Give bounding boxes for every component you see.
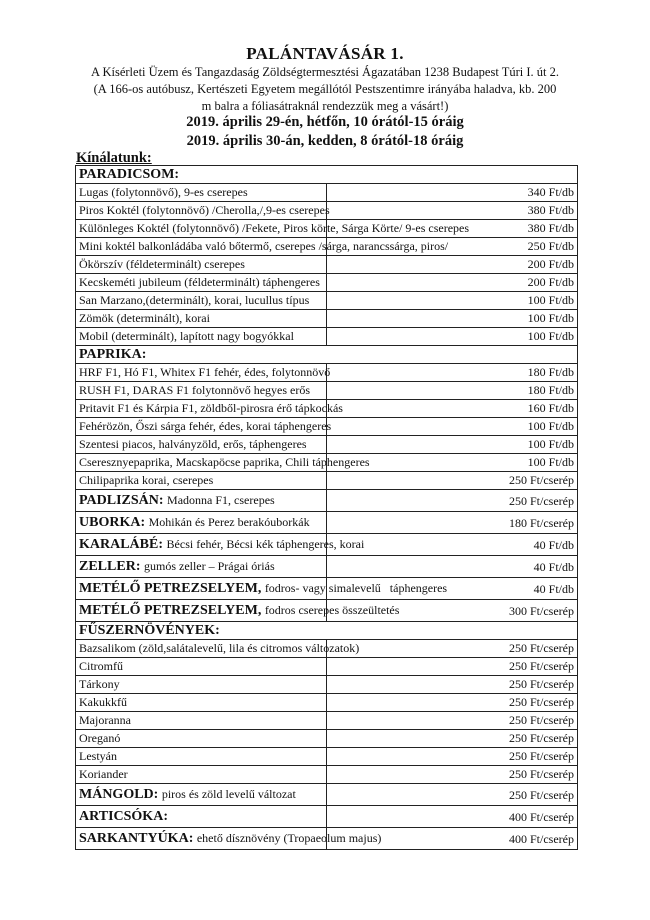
item-category: SARKANTYÚKA xyxy=(79,831,189,846)
offer-label: Kínálatunk: xyxy=(76,150,152,166)
item-price: 100 Ft/db xyxy=(327,418,578,436)
item-name: Mobil (determinált), lapított nagy bogyókkal xyxy=(76,328,327,346)
item-description: piros és zöld levelű változat xyxy=(161,787,296,801)
item-name: Piros Koktél (folytonnövő) /Cherolla,/,9-es cserepes xyxy=(76,202,327,220)
item-price: 340 Ft/db xyxy=(327,184,578,202)
item-separator: : xyxy=(140,515,149,530)
table-row xyxy=(76,534,578,556)
item-category: KARALÁBÉ xyxy=(79,537,159,552)
table-row xyxy=(76,600,578,622)
item-price: 250 Ft/cserép xyxy=(327,694,578,712)
item-price: 40 Ft/db xyxy=(327,556,578,578)
table-row xyxy=(76,400,578,418)
section-heading-row xyxy=(76,622,578,640)
item-category: METÉLŐ PETREZSELYEM xyxy=(79,603,258,618)
item-price: 100 Ft/db xyxy=(327,310,578,328)
item-category: PADLIZSÁN xyxy=(79,493,159,508)
table-row xyxy=(76,766,578,784)
item-description: fodros- vagy simalevelű táphengeres xyxy=(264,581,448,595)
price-list-table xyxy=(75,165,578,850)
table-row xyxy=(76,364,578,382)
section-heading-row xyxy=(76,166,578,184)
item-name xyxy=(76,512,327,534)
table-row xyxy=(76,730,578,748)
item-price: 250 Ft/cserép xyxy=(327,490,578,512)
item-name: Tárkony xyxy=(76,676,327,694)
item-name xyxy=(76,556,327,578)
section-heading: PAPRIKA: xyxy=(76,346,578,364)
table-row xyxy=(76,828,578,850)
item-price: 400 Ft/cserép xyxy=(327,828,578,850)
table-row xyxy=(76,184,578,202)
item-separator: : xyxy=(188,831,197,846)
item-name xyxy=(76,534,365,556)
table-row xyxy=(76,436,578,454)
item-name: Lugas (folytonnövő), 9-es cserepes xyxy=(76,184,327,202)
section-heading: FŰSZERNÖVÉNYEK: xyxy=(76,622,578,640)
item-separator: , xyxy=(257,581,265,596)
item-name: Cseresznyepaprika, Macskapöcse paprika, Chili táphengeres xyxy=(76,454,327,472)
item-name: HRF F1, Hó F1, Whitex F1 fehér, édes, folytonnövő xyxy=(76,364,327,382)
table-row xyxy=(76,220,578,238)
item-price: 250 Ft/cserép xyxy=(327,676,578,694)
table-row xyxy=(76,382,578,400)
item-separator: , xyxy=(257,603,265,618)
item-price: 250 Ft/cserép xyxy=(327,640,578,658)
item-category: METÉLŐ PETREZSELYEM xyxy=(79,581,258,596)
item-price: 40 Ft/db xyxy=(327,578,578,600)
item-price: 250 Ft/cserép xyxy=(327,472,578,490)
table-row xyxy=(76,512,578,534)
date-line: 2019. április 30-án, kedden, 8 órától-18 óráig xyxy=(186,133,464,149)
item-price: 40 Ft/db xyxy=(327,534,578,556)
table-row xyxy=(76,712,578,730)
item-price: 250 Ft/cserép xyxy=(327,766,578,784)
item-name: Kakukkfű xyxy=(76,694,327,712)
dates-block xyxy=(0,113,650,151)
item-price: 380 Ft/db xyxy=(327,220,578,238)
item-name xyxy=(76,806,327,828)
item-price: 200 Ft/db xyxy=(327,274,578,292)
page-title: PALÁNTAVÁSÁR 1. xyxy=(246,44,404,63)
item-name: Pritavit F1 és Kárpia F1, zöldből-pirosra érő tápkockás xyxy=(76,400,327,418)
item-price: 250 Ft/cserép xyxy=(327,712,578,730)
item-price: 400 Ft/cserép xyxy=(327,806,578,828)
item-price: 300 Ft/cserép xyxy=(327,600,578,622)
item-name: Zömök (determinált), korai xyxy=(76,310,327,328)
table-row xyxy=(76,274,578,292)
item-price: 250 Ft/cserép xyxy=(327,658,578,676)
table-row xyxy=(76,658,578,676)
item-price: 180 Ft/db xyxy=(327,364,578,382)
table-row xyxy=(76,640,578,658)
table-row xyxy=(76,202,578,220)
item-price: 160 Ft/db xyxy=(327,400,578,418)
item-name: Mini koktél balkonládába való bőtermő, cserepes /sárga, narancssárga, piros/ xyxy=(76,238,327,256)
item-name: Lestyán xyxy=(76,748,327,766)
item-name: Fehérözön, Őszi sárga fehér, édes, korai táphengeres xyxy=(76,418,327,436)
item-price: 100 Ft/db xyxy=(327,328,578,346)
table-row xyxy=(76,292,578,310)
item-name xyxy=(76,490,327,512)
table-row xyxy=(76,256,578,274)
item-name: Különleges Koktél (folytonnövő) /Fekete, Piros körte, Sárga Körte/ 9-es cserepes xyxy=(76,220,327,238)
item-separator: : xyxy=(158,493,168,508)
item-name: San Marzano,(determinált), korai, lucullus típus xyxy=(76,292,327,310)
item-description: gumós zeller – Prágai óriás xyxy=(143,559,275,573)
item-name: Bazsalikom (zöld,salátalevelű, lila és citromos változatok) xyxy=(76,640,327,658)
item-name: Szentesi piacos, halványzöld, erős, táphengeres xyxy=(76,436,327,454)
table-row xyxy=(76,806,578,828)
date-line: 2019. április 29-én, hétfőn, 10 órától-15 óráig xyxy=(186,114,464,130)
section-heading: PARADICSOM: xyxy=(76,166,578,184)
item-name: Oreganó xyxy=(76,730,327,748)
address-line: (A 166-os autóbusz, Kertészeti Egyetem megállótól Pestszentimre irányába haladva, kb. 200 xyxy=(93,82,557,96)
item-price: 250 Ft/cserép xyxy=(327,730,578,748)
item-price: 380 Ft/db xyxy=(327,202,578,220)
item-price: 180 Ft/cserép xyxy=(327,512,578,534)
item-description: ehető dísznövény (Tropaeolum majus) xyxy=(196,831,382,845)
item-name: Chilipaprika korai, cserepes xyxy=(76,472,327,490)
section-heading-row xyxy=(76,346,578,364)
table-row xyxy=(76,490,578,512)
address-line: A Kísérleti Üzem és Tangazdaság Zöldségtermesztési Ágazatában 1238 Budapest Túri I. út 2. xyxy=(91,65,559,79)
table-row xyxy=(76,454,578,472)
table-row xyxy=(76,556,578,578)
item-price: 100 Ft/db xyxy=(327,292,578,310)
item-price: 250 Ft/cserép xyxy=(327,748,578,766)
item-name: Citromfű xyxy=(76,658,327,676)
item-price: 100 Ft/db xyxy=(327,454,578,472)
item-separator: : xyxy=(153,787,162,802)
item-name: Ökörszív (féldeterminált) cserepes xyxy=(76,256,327,274)
item-category: ZELLER xyxy=(79,559,136,574)
item-separator: : xyxy=(135,559,144,574)
item-separator: : xyxy=(158,537,167,552)
item-name: Koriander xyxy=(76,766,327,784)
item-price: 100 Ft/db xyxy=(327,436,578,454)
item-description: fodros cserepes összeültetés xyxy=(264,603,400,617)
item-description: Madonna F1, cserepes xyxy=(167,493,275,507)
item-name: Majoranna xyxy=(76,712,327,730)
item-name xyxy=(76,578,448,600)
item-description: Bécsi fehér, Bécsi kék táphengeres, korai xyxy=(166,537,365,551)
table-row xyxy=(76,694,578,712)
table-row xyxy=(76,418,578,436)
item-name: RUSH F1, DARAS F1 folytonnövő hegyes erős xyxy=(76,382,327,400)
item-name: Kecskeméti jubileum (féldeterminált) táphengeres xyxy=(76,274,327,292)
item-category: MÁNGOLD xyxy=(79,787,154,802)
table-row xyxy=(76,676,578,694)
address-block xyxy=(60,64,590,115)
item-price: 200 Ft/db xyxy=(327,256,578,274)
item-category: ARTICSÓKA xyxy=(79,809,164,824)
table-row xyxy=(76,238,578,256)
item-price: 180 Ft/db xyxy=(327,382,578,400)
item-category: UBORKA xyxy=(79,515,141,530)
item-separator: : xyxy=(163,809,168,824)
table-row xyxy=(76,784,578,806)
table-row xyxy=(76,748,578,766)
item-price: 250 Ft/cserép xyxy=(327,784,578,806)
item-name xyxy=(76,600,400,622)
item-description: Mohikán és Perez berakóuborkák xyxy=(148,515,310,529)
table-row xyxy=(76,472,578,490)
item-price: 250 Ft/db xyxy=(327,238,578,256)
item-name xyxy=(76,828,382,850)
item-name xyxy=(76,784,327,806)
table-row xyxy=(76,328,578,346)
table-row xyxy=(76,310,578,328)
table-row xyxy=(76,578,578,600)
address-line: m balra a fóliasátraknál rendezzük meg a vásárt!) xyxy=(201,99,449,113)
